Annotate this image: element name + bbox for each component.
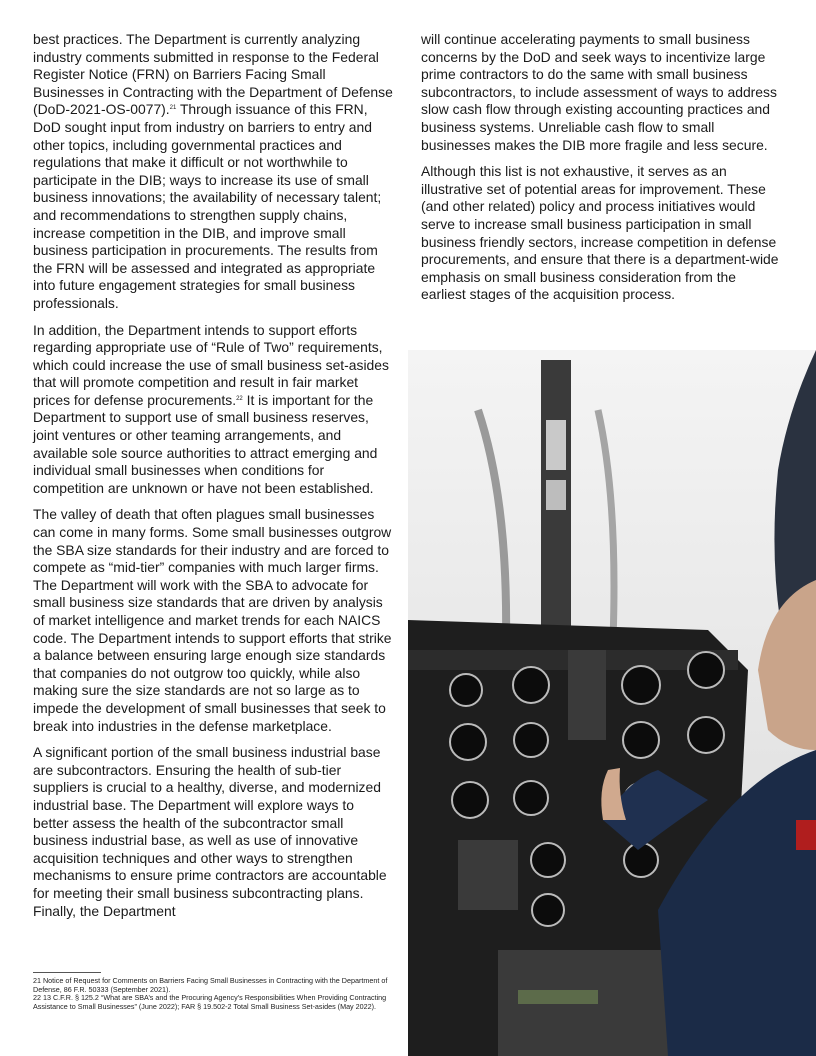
- helicopter-cockpit-photo: [408, 350, 816, 1056]
- footnote: 21 Notice of Request for Comments on Barriers Facing Small Businesses in Contracting with the Department of Defense, 86 F.R. 50333 (September 2021).: [33, 976, 388, 994]
- body-paragraph: A significant portion of the small business industrial base are subcontractors. Ensuring the health of sub-tier suppliers is crucial to a healthy, diverse, and modernized industrial base. The Department will explore ways to better assess the health of the subcontractor small business industrial base, as well as use of innovative acquisition techniques and other ways to strengthen mechanisms to ensure prime contractors are accountable for meeting their small business subcontracting plans. Finally, the Department: [33, 744, 387, 919]
- footnotes: [33, 972, 395, 1011]
- left-column: [33, 31, 393, 929]
- body-paragraph: The valley of death that often plagues small businesses can come in many forms. Some small businesses outgrow the SBA size standards for their industry and are forced to compete as “mid-tier” companies with much larger firms. The Department will work with the SBA to advocate for small business size standards that are driven by analysis of market intelligence and market trends for each NAICS code. The Department intends to support efforts that strike a balance between ensuring large enough size standards that companies do not outgrow too quickly, while also making sure the size standards are not so large as to impede the development of small businesses that seek to break into industries in the defense marketplace.: [33, 506, 392, 734]
- body-paragraph: will continue accelerating payments to small business concerns by the DoD and seek ways to incentivize large prime contractors to do the same with small business subcontractors, to include assessment of ways to address slow cash flow through existing accounting practices and business systems. Unreliable cash flow to small businesses makes the DIB more fragile and less secure.: [421, 31, 777, 153]
- body-paragraph: Although this list is not exhaustive, it serves as an illustrative set of potential areas for improvement. These (and other related) policy and process initiatives would serve to increase small business participation in small business friendly sectors, increase competition in defense procurements, and ensure that there is a department-wide emphasis on small business consideration from the earliest stages of the acquisition process.: [421, 163, 779, 303]
- footnote-rule: [33, 972, 101, 973]
- cockpit-illustration: [408, 350, 816, 1056]
- body-paragraph: best practices. The Department is currently analyzing industry comments submitted in response to the Federal Register Notice (FRN) on Barriers Facing Small Businesses in Contracting with the Department of Defense (DoD-2021-OS-0077).$^{21}$ Through issuance of this FRN, DoD sought input from industry on barriers to entry and other topics, including governmental practices and regulations that make it difficult or not worthwhile to participate in the DIB; ways to increase its use of small business innovations; the availability of necessary talent; and recommendations to strengthen supply chains, increase competition in the DIB, and improve small business participation in procurements. The results from the FRN will be assessed and integrated as appropriate into future engagement strategies for small business professionals.: [33, 31, 393, 311]
- footnote-ref: 21: [169, 105, 177, 112]
- footnote: 22 13 C.F.R. § 125.2 “What are SBA’s and the Procuring Agency’s Responsibilities When Providing Contracting Assistance to Small Businesses” (June 2022); FAR § 19.502-2 Total Small Business Set-asides (May 2022).: [33, 993, 387, 1011]
- body-paragraph: In addition, the Department intends to support efforts regarding appropriate use of “Rule of Two” requirements, which could increase the use of small business set-asides that will promote competition and result in fair market prices for defense procurements.$^{22}$ It is important for the Department to support use of small business reserves, joint ventures or other teaming arrangements, and available sole source authorities to attract emerging and individual small businesses when conditions for competition are unknown or have not been established.: [33, 321, 389, 496]
- footnote-ref: 22: [236, 395, 243, 402]
- right-column: [421, 31, 781, 313]
